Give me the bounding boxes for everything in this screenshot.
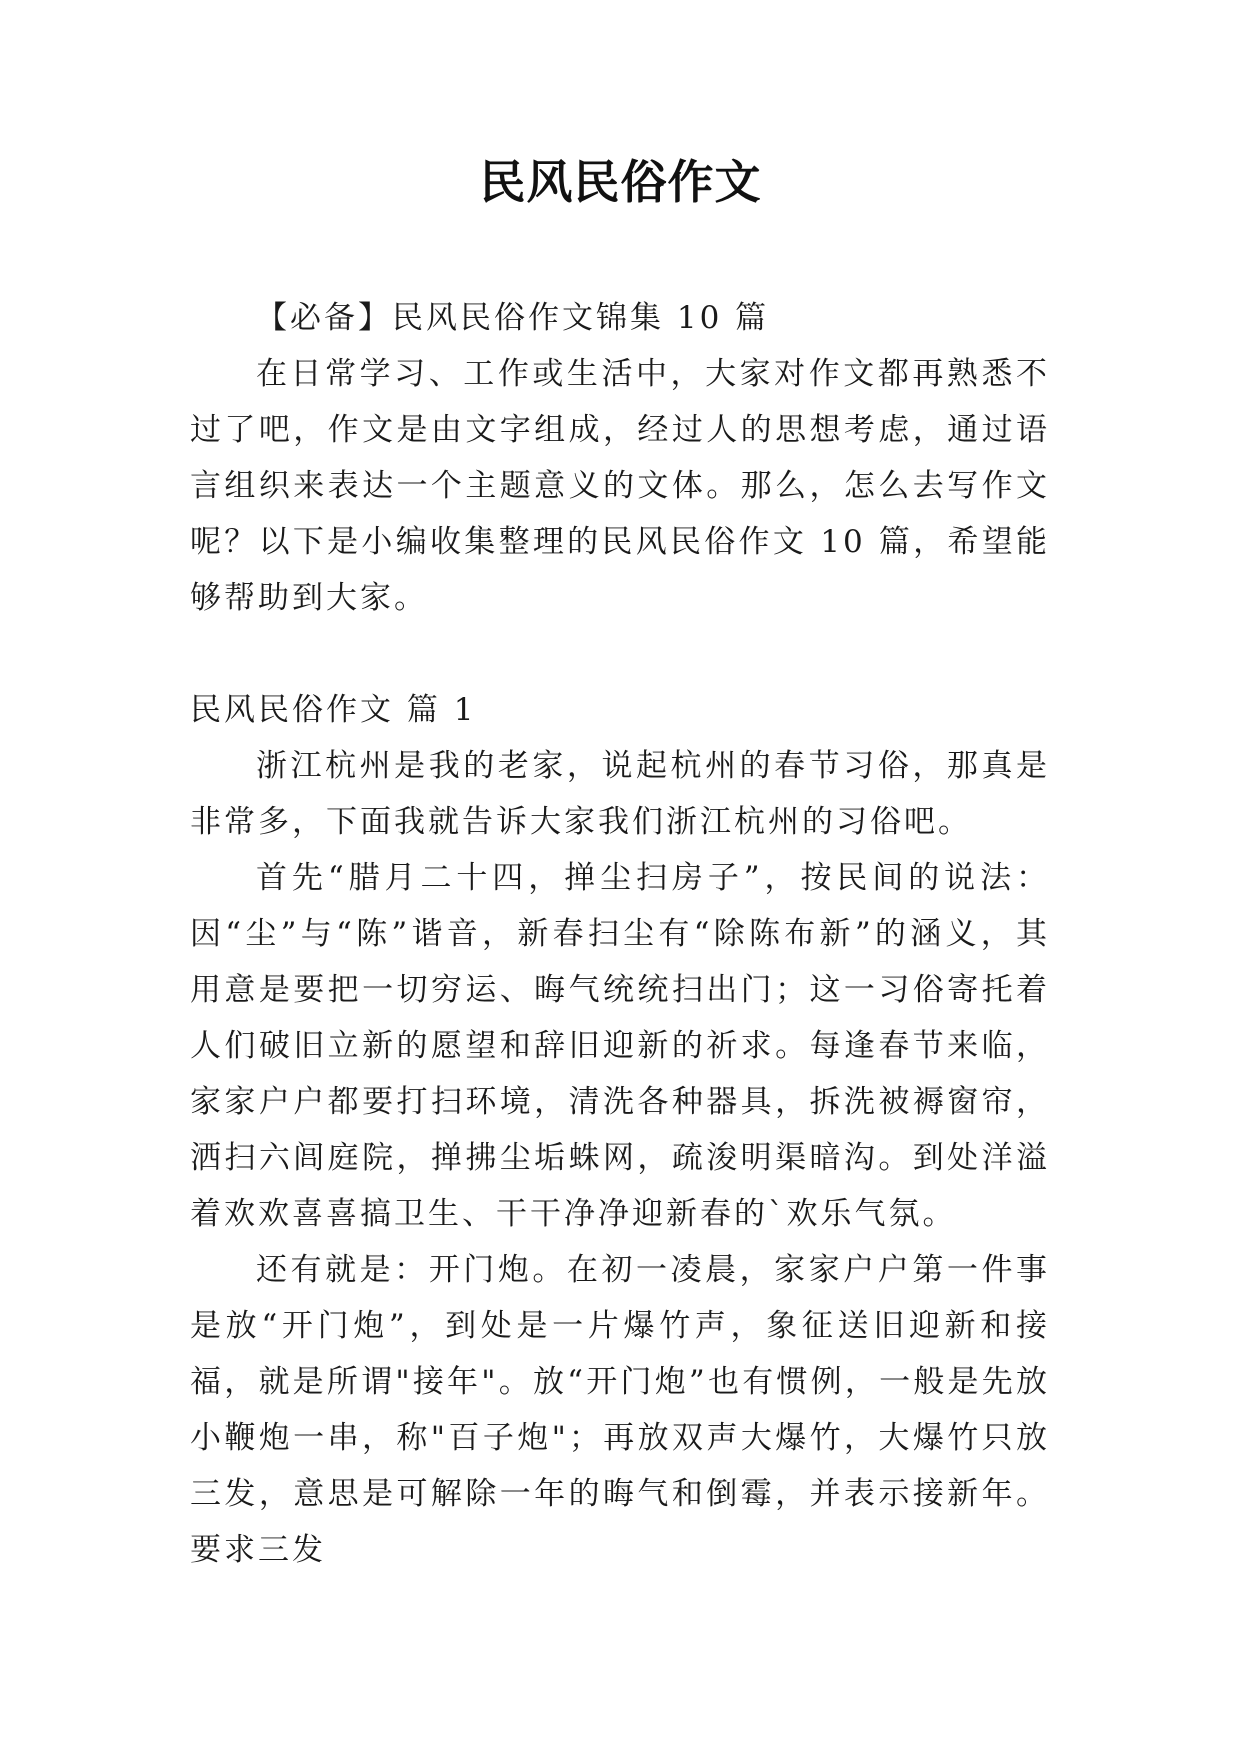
body-paragraph: 还有就是：开门炮。在初一凌晨，家家户户第一件事是放“开门炮”，到处是一片爆竹声，象征送旧迎新和接福，就是所谓"接年"。放“开门炮”也有惯例，一般是先放小鞭炮一串，称"百子炮"；再放双声大爆竹，大爆竹只放三发，意思是可解除一年的晦气和倒霉，并表示接新年。要求三发	[190, 1252, 1050, 1568]
body-paragraph: 首先“腊月二十四，掸尘扫房子”，按民间的说法：因“尘”与“陈”谐音，新春扫尘有“除陈布新”的涵义，其用意是要把一切穷运、晦气统统扫出门；这一习俗寄托着人们破旧立新的愿望和辞旧迎新的祈求。每逢春节来临，家家户户都要打扫环境，清洗各种器具，拆洗被褥窗帘，洒扫六闾庭院，掸拂尘垢蛛网，疏浚明渠暗沟。到处洋溢着欢欢喜喜搞卫生、干干净净迎新春的`欢乐气氛。	[190, 860, 1050, 1232]
spacer	[190, 626, 1050, 682]
document-subtitle: 【必备】民风民俗作文锦集 10 篇	[256, 300, 770, 336]
body-paragraph: 浙江杭州是我的老家，说起杭州的春节习俗，那真是非常多，下面我就告诉大家我们浙江杭州的习俗吧。	[190, 748, 1050, 840]
section-heading: 民风民俗作文 篇 1	[190, 692, 477, 728]
page-title: 民风民俗作文	[479, 155, 762, 209]
intro-paragraph: 在日常学习、工作或生活中，大家对作文都再熟悉不过了吧，作文是由文字组成，经过人的思想考虑，通过语言组织来表达一个主题意义的文体。那么，怎么去写作文呢？以下是小编收集整理的民风民俗作文 10 篇，希望能够帮助到大家。	[190, 356, 1050, 616]
document-body	[190, 290, 1050, 1578]
